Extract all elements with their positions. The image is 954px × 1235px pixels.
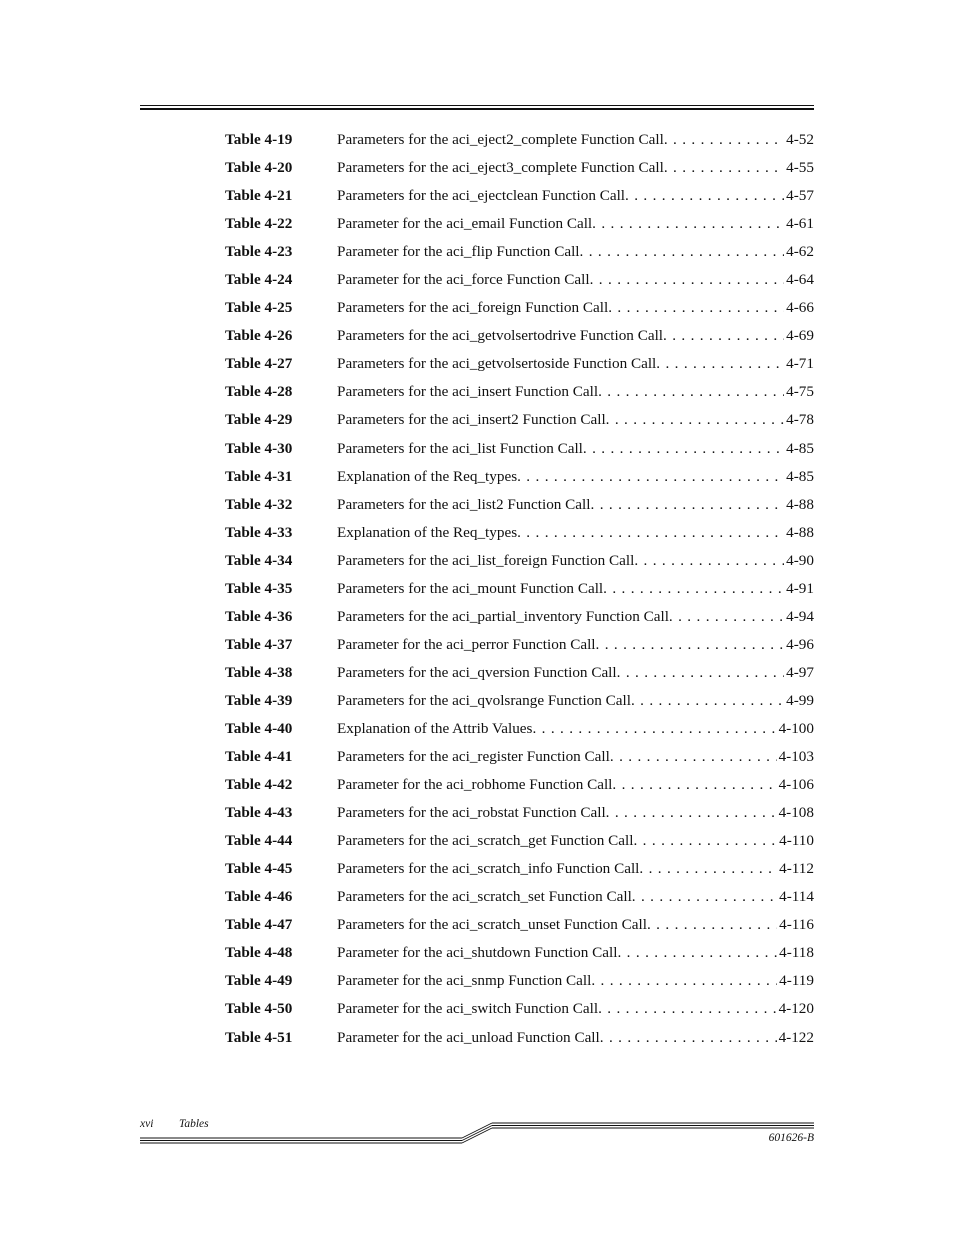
toc-entry-title: Parameters for the aci_scratch_unset Function Call — [337, 916, 647, 934]
toc-entry-label: Table 4-24 — [225, 271, 293, 289]
toc-entry-page: 4-88 — [786, 495, 814, 513]
toc-entry[interactable] — [225, 355, 814, 383]
toc-entry-label: Table 4-32 — [225, 495, 293, 513]
dot-leader — [656, 355, 784, 373]
toc-entry-title: Parameters for the aci_partial_inventory Function Call — [337, 607, 669, 625]
toc-entry-title: Parameter for the aci_robhome Function Call — [337, 776, 613, 794]
toc-entry[interactable] — [225, 664, 814, 692]
toc-entry-page: 4-96 — [786, 635, 814, 653]
dot-leader — [617, 664, 785, 682]
toc-entry-page: 4-122 — [778, 1028, 814, 1046]
toc-entry-page: 4-71 — [786, 355, 814, 373]
toc-entry-label: Table 4-51 — [225, 1028, 293, 1046]
toc-entry-label: Table 4-19 — [225, 131, 293, 148]
toc-entry-label: Table 4-20 — [225, 159, 293, 177]
toc-entry[interactable] — [225, 131, 814, 159]
toc-entry-label: Table 4-44 — [225, 832, 293, 850]
dot-leader — [610, 748, 777, 766]
toc-entry[interactable] — [225, 860, 814, 888]
dot-leader — [592, 215, 784, 233]
toc-entry-page: 4-90 — [786, 551, 814, 569]
toc-entry-page: 4-116 — [779, 916, 814, 934]
toc-entry[interactable] — [225, 636, 814, 664]
toc-entry-page: 4-75 — [786, 383, 814, 401]
toc-entry[interactable] — [225, 552, 814, 580]
toc-entry-page: 4-91 — [786, 579, 814, 597]
toc-entry-label: Table 4-50 — [225, 1000, 293, 1018]
toc-entry-page: 4-69 — [786, 327, 814, 345]
dot-leader — [606, 804, 777, 822]
toc-entry[interactable] — [225, 804, 814, 832]
dot-leader — [596, 636, 785, 654]
toc-entry-page: 4-114 — [779, 888, 814, 906]
toc-entry-label: Table 4-26 — [225, 327, 293, 345]
toc-entry[interactable] — [225, 888, 814, 916]
toc-entry-page: 4-99 — [786, 691, 814, 709]
toc-entry[interactable] — [225, 748, 814, 776]
toc-entry[interactable] — [225, 916, 814, 944]
toc-entry-title: Parameters for the aci_qvolsrange Function Call — [337, 691, 631, 709]
toc-entry-label: Table 4-33 — [225, 523, 293, 541]
toc-entry-title: Parameter for the aci_snmp Function Call — [337, 972, 592, 990]
dot-leader — [591, 972, 777, 990]
toc-entry-label: Table 4-22 — [225, 215, 293, 233]
footer-document-number: 601626-B — [768, 1132, 814, 1144]
dot-leader — [647, 916, 777, 934]
toc-entry-title: Parameters for the aci_scratch_set Function Call — [337, 888, 632, 906]
toc-entry-label: Table 4-46 — [225, 888, 293, 906]
toc-entry[interactable] — [225, 440, 814, 468]
toc-entry-label: Table 4-38 — [225, 663, 293, 681]
toc-entry-title: Parameters for the aci_foreign Function Call — [337, 299, 609, 317]
dot-leader — [517, 468, 784, 486]
dot-leader — [532, 720, 776, 738]
toc-entry-label: Table 4-39 — [225, 691, 293, 709]
dot-leader — [606, 411, 784, 429]
dot-leader — [663, 327, 784, 345]
toc-entry-page: 4-118 — [779, 944, 814, 962]
dot-leader — [639, 860, 777, 878]
toc-entry-title: Parameters for the aci_insert2 Function Call — [337, 411, 606, 429]
footer-rule-graphic — [140, 1118, 814, 1148]
toc-entry-page: 4-106 — [778, 776, 814, 794]
toc-entry-title: Parameter for the aci_shutdown Function Call — [337, 944, 618, 962]
dot-leader — [612, 776, 776, 794]
toc-entry-page: 4-52 — [786, 131, 814, 148]
toc-entry-page: 4-61 — [786, 215, 814, 233]
toc-entry-title: Explanation of the Req_types — [337, 523, 518, 541]
toc-entry[interactable] — [225, 299, 814, 327]
toc-entry-label: Table 4-31 — [225, 467, 293, 485]
footer-section-title: Tables — [179, 1118, 209, 1130]
dot-leader — [583, 440, 784, 458]
toc-entry[interactable] — [225, 1000, 814, 1028]
dot-leader — [633, 832, 777, 850]
toc-entry-page: 4-100 — [778, 719, 814, 737]
toc-entry[interactable] — [225, 832, 814, 860]
toc-entry[interactable] — [225, 608, 814, 636]
dot-leader — [600, 1029, 777, 1047]
dot-leader — [631, 692, 784, 710]
toc-entry[interactable] — [225, 468, 814, 496]
toc-entry-title: Parameters for the aci_qversion Function Call — [337, 663, 617, 681]
toc-entry-title: Parameters for the aci_mount Function Call — [337, 579, 604, 597]
toc-entry-label: Table 4-45 — [225, 860, 293, 878]
toc-entry[interactable] — [225, 972, 814, 1000]
toc-entry-title: Parameters for the aci_insert Function Call — [337, 383, 599, 401]
toc-entry-page: 4-112 — [779, 860, 814, 878]
toc-entry-page: 4-119 — [779, 972, 814, 990]
toc-entry[interactable] — [225, 271, 814, 299]
toc-entry[interactable] — [225, 1029, 814, 1057]
toc-entry[interactable] — [225, 327, 814, 355]
toc-entry-title: Parameters for the aci_register Function Call — [337, 748, 610, 766]
toc-entry-label: Table 4-49 — [225, 972, 293, 990]
toc-entry-page: 4-78 — [786, 411, 814, 429]
dot-leader — [598, 383, 784, 401]
header-rule-line-bottom — [140, 108, 814, 109]
dot-leader — [664, 131, 784, 149]
toc-entry-label: Table 4-42 — [225, 776, 293, 794]
toc-entry-title: Parameters for the aci_robstat Function Call — [337, 804, 606, 822]
dot-leader — [608, 299, 784, 317]
toc-entry-label: Table 4-25 — [225, 299, 293, 317]
dot-leader — [598, 1000, 776, 1018]
footer-page-number: xvi — [140, 1118, 154, 1130]
toc-entry-page: 4-85 — [786, 439, 814, 457]
toc-entry-title: Parameter for the aci_switch Function Call — [337, 1000, 599, 1018]
list-of-tables — [225, 131, 814, 1057]
dot-leader — [664, 159, 784, 177]
toc-entry[interactable] — [225, 944, 814, 972]
toc-entry[interactable] — [225, 580, 814, 608]
toc-entry-title: Parameters for the aci_getvolsertodrive Function Call — [337, 327, 664, 345]
toc-entry-title: Parameters for the aci_eject3_complete Function Call — [337, 159, 664, 177]
toc-entry-label: Table 4-47 — [225, 916, 293, 934]
toc-entry[interactable] — [225, 187, 814, 215]
toc-entry-label: Table 4-30 — [225, 439, 293, 457]
toc-entry-label: Table 4-29 — [225, 411, 293, 429]
dot-leader — [580, 243, 785, 261]
toc-entry-page: 4-94 — [786, 607, 814, 625]
dot-leader — [591, 496, 785, 514]
toc-entry-title: Explanation of the Attrib Values — [337, 719, 533, 737]
toc-entry-title: Parameter for the aci_unload Function Call — [337, 1028, 600, 1046]
toc-entry-title: Parameters for the aci_list Function Call — [337, 439, 583, 457]
toc-entry-label: Table 4-35 — [225, 579, 293, 597]
toc-entry[interactable] — [225, 524, 814, 552]
toc-entry[interactable] — [225, 159, 814, 187]
toc-entry-page: 4-85 — [786, 467, 814, 485]
toc-entry-label: Table 4-21 — [225, 187, 293, 205]
toc-entry-title: Parameters for the aci_eject2_complete Function Call — [337, 131, 664, 148]
toc-entry-title: Explanation of the Req_types — [337, 467, 518, 485]
toc-entry[interactable] — [225, 496, 814, 524]
toc-entry-page: 4-88 — [786, 523, 814, 541]
toc-entry-page: 4-108 — [778, 804, 814, 822]
toc-entry-title: Parameter for the aci_email Function Call — [337, 215, 593, 233]
dot-leader — [603, 580, 784, 598]
toc-entry-title: Parameter for the aci_force Function Call — [337, 271, 590, 289]
toc-entry[interactable] — [225, 215, 814, 243]
toc-entry-page: 4-120 — [778, 1000, 814, 1018]
dot-leader — [617, 944, 777, 962]
toc-entry-page: 4-110 — [779, 832, 814, 850]
header-rule-line-top — [140, 105, 814, 106]
dot-leader — [634, 552, 784, 570]
toc-entry-page: 4-66 — [786, 299, 814, 317]
toc-entry-label: Table 4-28 — [225, 383, 293, 401]
toc-entry-label: Table 4-34 — [225, 551, 293, 569]
toc-entry-page: 4-55 — [786, 159, 814, 177]
dot-leader — [590, 271, 785, 289]
toc-entry-page: 4-97 — [786, 663, 814, 681]
toc-entry[interactable] — [225, 411, 814, 439]
toc-entry-label: Table 4-36 — [225, 607, 293, 625]
toc-entry-label: Table 4-23 — [225, 243, 293, 261]
toc-entry-title: Parameters for the aci_scratch_get Function Call — [337, 832, 634, 850]
dot-leader — [669, 608, 784, 626]
toc-entry-page: 4-57 — [786, 187, 814, 205]
dot-leader — [625, 187, 784, 205]
dot-leader — [517, 524, 784, 542]
toc-entry[interactable] — [225, 720, 814, 748]
toc-entry[interactable] — [225, 776, 814, 804]
page-footer — [140, 1118, 814, 1158]
toc-entry-label: Table 4-48 — [225, 944, 293, 962]
toc-entry-title: Parameters for the aci_list2 Function Call — [337, 495, 591, 513]
toc-entry-title: Parameter for the aci_flip Function Call — [337, 243, 580, 261]
toc-entry[interactable] — [225, 692, 814, 720]
toc-entry-title: Parameter for the aci_perror Function Call — [337, 635, 596, 653]
header-rule — [140, 105, 814, 110]
toc-entry-title: Parameters for the aci_scratch_info Function Call — [337, 860, 640, 878]
toc-entry-title: Parameters for the aci_ejectclean Function Call — [337, 187, 626, 205]
toc-entry[interactable] — [225, 383, 814, 411]
toc-entry-label: Table 4-37 — [225, 635, 293, 653]
toc-entry-title: Parameters for the aci_getvolsertoside Function Call — [337, 355, 657, 373]
toc-entry-label: Table 4-27 — [225, 355, 293, 373]
dot-leader — [632, 888, 777, 906]
toc-entry-page: 4-62 — [786, 243, 814, 261]
toc-entry[interactable] — [225, 243, 814, 271]
footer-left — [140, 1118, 209, 1130]
toc-entry-page: 4-103 — [778, 748, 814, 766]
toc-entry-label: Table 4-41 — [225, 748, 293, 766]
toc-entry-title: Parameters for the aci_list_foreign Function Call — [337, 551, 635, 569]
toc-entry-page: 4-64 — [786, 271, 814, 289]
toc-entry-label: Table 4-43 — [225, 804, 293, 822]
toc-entry-label: Table 4-40 — [225, 719, 293, 737]
